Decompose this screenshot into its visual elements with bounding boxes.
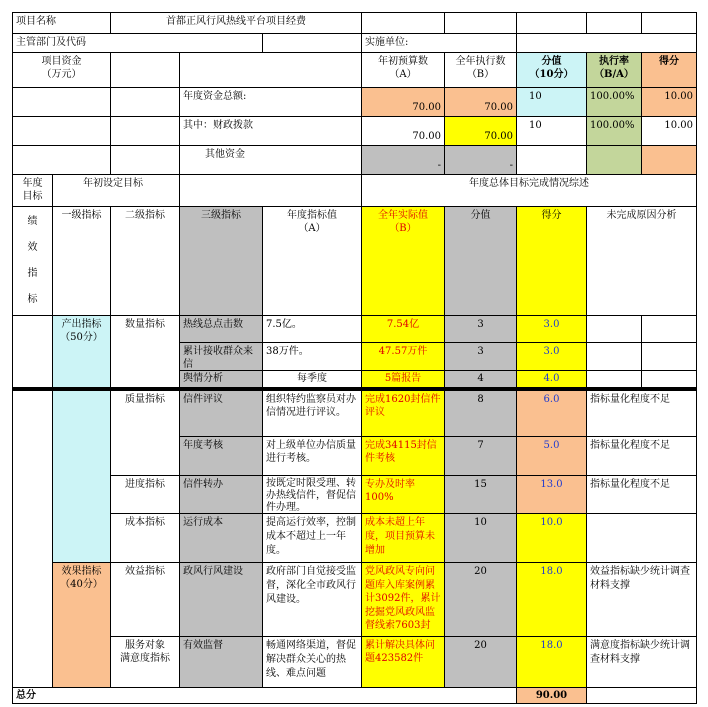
blank-cell — [517, 34, 697, 53]
blank-cell — [180, 175, 362, 207]
level2-cost: 成本指标 — [111, 514, 180, 563]
row-l3: 热线总点击数 — [180, 316, 263, 343]
perf-indicator-label: 绩 效 指 标 — [12, 207, 53, 316]
row-reason — [587, 371, 642, 388]
fund-fiscal-score: 10 — [517, 117, 587, 146]
row-reason: 效益指标缺少统计调查材料支撑 — [587, 563, 697, 637]
blank-cell — [12, 88, 111, 117]
fund-total-budget: 70.00 — [362, 88, 445, 117]
row-score: 20 — [445, 563, 517, 637]
fund-other-get — [642, 146, 697, 175]
row-score: 7 — [445, 437, 517, 476]
total-label: 总分 — [12, 688, 517, 704]
fund-other-label: 其他资金 — [180, 146, 362, 175]
col-budget: 年初预算数 （A） — [362, 53, 445, 88]
row-get: 4.0 — [517, 371, 587, 388]
row-score: 8 — [445, 391, 517, 437]
fund-fiscal-label: 其中：财政拨款 — [180, 117, 362, 146]
blank-cell — [12, 117, 111, 146]
level2-progress: 进度指标 — [111, 476, 180, 514]
row-actual: 完成1620封信件评议 — [362, 391, 445, 437]
blank-cell — [362, 12, 445, 34]
level2-quantity: 数量指标 — [111, 316, 180, 388]
fund-other-score — [517, 146, 587, 175]
project-name-label: 项目名称 — [12, 12, 111, 34]
level2-benefit: 效益指标 — [111, 563, 180, 637]
row-l3: 舆情分析 — [180, 371, 263, 388]
row-score: 3 — [445, 316, 517, 343]
l2-header: 二级指标 — [111, 207, 180, 316]
row-actual: 成本未超上年度，项目预算未增加 — [362, 514, 445, 563]
fund-fiscal-budget: 70.00 — [362, 117, 445, 146]
row-actual: 5篇报告 — [362, 371, 445, 388]
fund-fiscal-get: 10.00 — [642, 117, 697, 146]
row-reason: 指标量化程度不足 — [587, 437, 697, 476]
blank-cell — [642, 371, 697, 388]
dept-label: 主管部门及代码 — [12, 34, 263, 53]
blank-cell — [180, 53, 362, 88]
l3-header: 三级指标 — [180, 207, 263, 316]
fund-label: 项目资金 （万元） — [12, 53, 111, 88]
row-get: 13.0 — [517, 476, 587, 514]
row-get: 18.0 — [517, 563, 587, 637]
target-header: 年度指标值 （A） — [263, 207, 362, 316]
initial-goal-label: 年初设定目标 — [53, 175, 180, 207]
row-target: 提高运行效率，控制成本不超过上一年度。 — [263, 514, 362, 563]
row-target: 7.5亿。 — [263, 316, 362, 343]
fund-total-rate: 100.00% — [587, 88, 642, 117]
row-actual: 47.57万件 — [362, 343, 445, 371]
col-get: 得分 — [642, 53, 697, 88]
row-reason — [587, 316, 642, 343]
fund-other-rate — [587, 146, 642, 175]
col-rate: 执行率 （B/A） — [587, 53, 642, 88]
blank-cell — [445, 12, 517, 34]
fund-other-budget: - — [362, 146, 445, 175]
row-actual: 完成34115封信件考核 — [362, 437, 445, 476]
level1-output: 产出指标 （50分） — [53, 316, 111, 388]
fund-total-score: 10 — [517, 88, 587, 117]
l1-header: 一级指标 — [53, 207, 111, 316]
blank-cell — [111, 53, 180, 88]
row-score: 15 — [445, 476, 517, 514]
blank-cell — [587, 688, 697, 704]
row-actual: 7.54亿 — [362, 316, 445, 343]
project-name-value: 首都正风行风热线平台项目经费 — [111, 12, 362, 34]
fund-total-exec: 70.00 — [445, 88, 517, 117]
blank-cell — [111, 117, 180, 146]
row-reason: 指标量化程度不足 — [587, 476, 697, 514]
row-target: 政府部门自觉接受监督，深化全市政风行风建设。 — [263, 563, 362, 637]
row-actual: 累计解决具体问题423582件 — [362, 637, 445, 688]
row-target: 畅通网络渠道，督促解决群众关心的热线、难点问题 — [263, 637, 362, 688]
row-score: 10 — [445, 514, 517, 563]
row-get: 10.0 — [517, 514, 587, 563]
row-l3: 年度考核 — [180, 437, 263, 476]
col-exec: 全年执行数 （B） — [445, 53, 517, 88]
row-l3: 运行成本 — [180, 514, 263, 563]
row-get: 3.0 — [517, 316, 587, 343]
blank-cell — [642, 12, 697, 34]
blank-cell — [587, 12, 642, 34]
blank-cell — [642, 316, 697, 343]
row-reason — [587, 343, 642, 371]
row-reason: 指标量化程度不足 — [587, 391, 697, 437]
row-actual: 党风政风专向问题库入库案例累计3092件，累计挖掘党风政风监督线索7603封 — [362, 563, 445, 637]
fund-total-get: 10.00 — [642, 88, 697, 117]
fund-total-label: 年度资金总额: — [180, 88, 362, 117]
year-goal-label: 年度 目标 — [12, 175, 53, 207]
total-value: 90.00 — [517, 688, 587, 704]
row-score: 20 — [445, 637, 517, 688]
row-reason — [587, 514, 697, 563]
row-l3: 信件评议 — [180, 391, 263, 437]
row-score: 3 — [445, 343, 517, 371]
row-get: 3.0 — [517, 343, 587, 371]
blank-cell — [12, 391, 53, 688]
fund-fiscal-rate: 100.00% — [587, 117, 642, 146]
row-l3: 信件转办 — [180, 476, 263, 514]
row-get: 6.0 — [517, 391, 587, 437]
level2-satisfaction: 服务对象 满意度指标 — [111, 637, 180, 688]
blank-cell — [12, 316, 53, 388]
level1-effect: 效果指标 （40分） — [53, 563, 111, 688]
row-l3: 政风行风建设 — [180, 563, 263, 637]
blank-cell — [12, 146, 111, 175]
unit-label: 实施单位: — [362, 34, 517, 53]
row-target: 每季度 — [263, 371, 362, 388]
blank-cell — [263, 34, 362, 53]
row-target: 38万件。 — [263, 343, 362, 371]
row-get: 18.0 — [517, 637, 587, 688]
row-target: 按既定时限受理、转办热线信件，督促信件办理。 — [263, 476, 362, 514]
row-l3: 有效监督 — [180, 637, 263, 688]
blank-cell — [111, 88, 180, 117]
blank-cell — [517, 12, 587, 34]
row-actual: 专办及时率100% — [362, 476, 445, 514]
row-reason: 满意度指标缺少统计调查材料支撑 — [587, 637, 697, 688]
col-score: 分值 （10分） — [517, 53, 587, 88]
row-score: 4 — [445, 371, 517, 388]
row-l3: 累计接收群众来信 — [180, 343, 263, 371]
level2-quality: 质量指标 — [111, 391, 180, 476]
row-target: 对上级单位办信质量进行考核。 — [263, 437, 362, 476]
score-header: 分值 — [445, 207, 517, 316]
actual-header: 全年实际值 （B） — [362, 207, 445, 316]
row-target: 组织特约监察员对办信情况进行评议。 — [263, 391, 362, 437]
overall-goal-label: 年度总体目标完成情况综述 — [362, 175, 697, 207]
fund-other-exec: - — [445, 146, 517, 175]
blank-cell — [111, 146, 180, 175]
fund-fiscal-exec: 70.00 — [445, 117, 517, 146]
row-get: 5.0 — [517, 437, 587, 476]
get-header: 得分 — [517, 207, 587, 316]
level1-output-cont — [53, 391, 111, 563]
reason-header: 未完成原因分析 — [587, 207, 697, 316]
blank-cell — [642, 343, 697, 371]
